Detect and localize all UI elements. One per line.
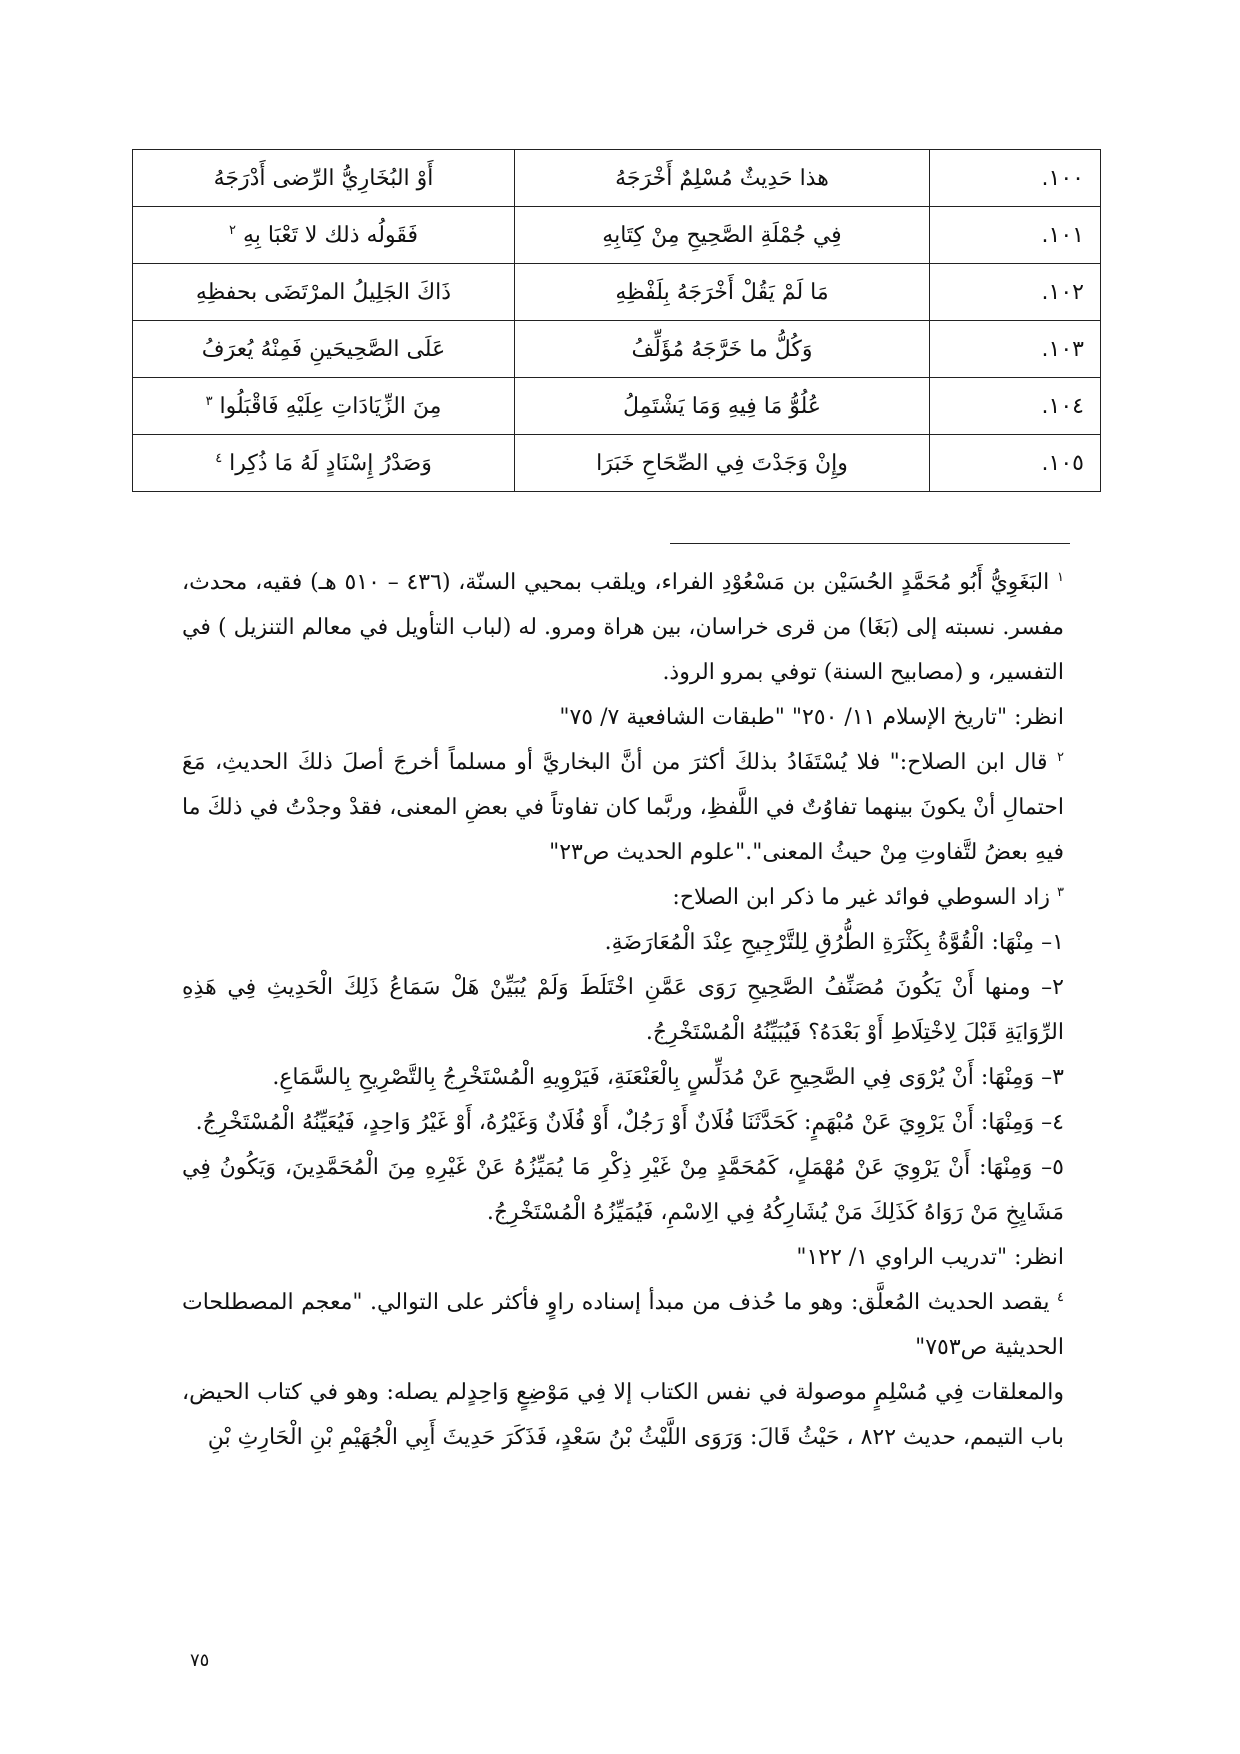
verse-second-hemistich: ذَاكَ الجَلِيلُ المرْتَضَى بحفظِهِ <box>195 279 452 305</box>
verse-second-hemistich: مِنَ الزِّيَادَاتِ عِلَيْهِ فَاقْبَلُوا <box>219 393 442 419</box>
footnote-separator <box>670 543 1070 544</box>
footnote-text: ٢– ومنها أَنْ يَكُونَ مُصَنِّفُ الصَّحِيحِ رَوَى عَمَّنِ اخْتَلَطَ وَلَمْ يُبَيِّنْ هَلْ سَمَاعُ ذَلِكَ الْحَدِيثِ فِي هَذِهِ الرِّوَايَةِ قَبْلَ لِاخْتِلَاطِ أَوْ بَعْدَهُ؟ فَيُبَيِّنُهُ الْمُسْتَخْرِجُ. <box>182 975 1064 1045</box>
verse-second-hemistich-cell <box>133 150 515 207</box>
footnote-marker: ٤ <box>215 450 223 466</box>
footnote-paragraph <box>182 875 1064 920</box>
verse-second-hemistich: أَوْ البُخَارِيُّ الرِّضى أَدْرَجَهُ <box>213 165 434 191</box>
verse-first-hemistich: وَكُلُّ ما خَرَّجَهُ مُؤَلِّفُ <box>515 321 930 378</box>
footnote-paragraph <box>182 920 1064 965</box>
footnote-text: انظر: "تدريب الراوي ١/ ١٢٢" <box>796 1245 1064 1270</box>
footnote-text: ٥– وَمِنْهَا: أَنْ يَرْوِيَ عَنْ مُهْمَلٍ، كَمُحَمَّدٍ مِنْ غَيْرِ ذِكْرِ مَا يُمَيِّزُهُ عَنْ غَيْرِهِ مِنَ الْمُحَمَّدِينَ، وَيَكُونُ فِي مَشَايِخِ مَنْ رَوَاهُ كَذَلِكَ مَنْ يُشَارِكُهُ فِي الِاسْمِ، فَيُمَيِّزُهُ الْمُسْتَخْرِجُ. <box>182 1155 1064 1225</box>
footnote-paragraph <box>182 1370 1064 1460</box>
footnote-number: ٢ <box>1057 750 1064 765</box>
verse-first-hemistich: عُلُوُّ مَا فِيهِ وَمَا يَشْتَمِلُ <box>515 378 930 435</box>
verse-second-hemistich-cell <box>133 321 515 378</box>
verse-row <box>133 207 1101 264</box>
verse-second-hemistich-cell <box>133 207 515 264</box>
footnote-paragraph <box>182 1055 1064 1100</box>
verse-number: ١٠٥. <box>930 435 1101 492</box>
verse-first-hemistich: هذا حَدِيثٌ مُسْلِمٌ أَخْرَجَهُ <box>515 150 930 207</box>
verse-second-hemistich: فَقَولُه ذلك لا تَعْبَا بِهِ <box>242 222 419 248</box>
verse-first-hemistich: فِي جُمْلَةِ الصَّحِيحِ مِنْ كِتَابِهِ <box>515 207 930 264</box>
footnote-number: ٤ <box>1057 1290 1064 1305</box>
page-number: ٧٥ <box>190 1650 210 1671</box>
footnote-paragraph <box>182 1280 1064 1370</box>
verse-row <box>133 378 1101 435</box>
verse-first-hemistich: مَا لَمْ يَقُلْ أَخْرَجَهُ بِلَفْظِهِ <box>515 264 930 321</box>
footnote-marker: ٢ <box>228 222 236 238</box>
verse-second-hemistich: وَصَدْرُ إِسْنَادٍ لَهُ مَا ذُكِرا <box>229 450 432 476</box>
footnote-text: انظر: "تاريخ الإسلام ١١/ ٢٥٠" "طبقات الشافعية ٧/ ٧٥" <box>559 705 1064 730</box>
footnote-paragraph <box>182 1100 1064 1145</box>
verse-row <box>133 150 1101 207</box>
footnote-text: زاد السوطي فوائد غير ما ذكر ابن الصلاح: <box>672 885 1051 910</box>
verse-number: ١٠٠. <box>930 150 1101 207</box>
footnotes <box>182 560 1064 1460</box>
verse-number: ١٠٢. <box>930 264 1101 321</box>
footnote-number: ١ <box>1057 570 1064 585</box>
footnote-text: ١– مِنْهَا: الْقُوَّةُ بِكَثْرَةِ الطُّرُقِ لِلتَّرْجِيحِ عِنْدَ الْمُعَارَضَةِ. <box>604 930 1064 955</box>
verse-number: ١٠٤. <box>930 378 1101 435</box>
verse-row <box>133 321 1101 378</box>
footnote-text: قال ابن الصلاح:" فلا يُسْتَفَادُ بذلكَ أكثرَ من أنَّ البخاريَّ أو مسلماً أخرجَ أصلَ ذلكَ الحديثِ، مَعَ احتمالِ أنْ يكونَ بينهما تفاوُتٌ في اللَّفظِ، وربَّما كان تفاوتاً في بعضِ المعنى، فقدْ وجدْتُ في ذلكَ ما فيهِ بعضُ لتَّفاوتِ مِنْ حيثُ المعنى"."علوم الحديث ص٢٣" <box>182 750 1064 865</box>
footnote-paragraph <box>182 695 1064 740</box>
verse-number: ١٠١. <box>930 207 1101 264</box>
verse-second-hemistich: عَلَى الصَّحِيحَينِ فَمِنْهُ يُعرَفُ <box>201 336 446 362</box>
verse-first-hemistich: وإِنْ وَجَدْتَ فِي الصِّحَاحِ خَبَرَا <box>515 435 930 492</box>
footnote-paragraph <box>182 560 1064 695</box>
poem-verses-table <box>132 149 1101 492</box>
footnote-number: ٣ <box>1057 885 1064 900</box>
footnote-text: ٤– وَمِنْهَا: أَنْ يَرْوِيَ عَنْ مُبْهَمٍ: كَحَدَّثَنَا فُلَانٌ أَوْ رَجُلٌ، أَوْ فُلَانٌ وَغَيْرُهُ، أَوْ غَيْرُ وَاحِدٍ، فَيُعَيِّنُهُ الْمُسْتَخْرِجُ. <box>195 1110 1064 1135</box>
verse-row <box>133 435 1101 492</box>
verse-second-hemistich-cell <box>133 378 515 435</box>
footnote-paragraph <box>182 740 1064 875</box>
footnote-text: ٣– وَمِنْهَا: أَنْ يُرْوَى فِي الصَّحِيحِ عَنْ مُدَلِّسٍ بِالْعَنْعَنَةِ، فَيَرْوِيهِ الْمُسْتَخْرِجُ بِالتَّصْرِيحِ بِالسَّمَاعِ. <box>272 1065 1064 1090</box>
verse-number: ١٠٣. <box>930 321 1101 378</box>
footnote-text: يقصد الحديث المُعلَّق: وهو ما حُذف من مبدأ إسناده راوٍ فأكثر على التوالي. "معجم المصطلحات الحديثية ص٧٥٣" <box>182 1290 1064 1360</box>
footnote-text: والمعلقات فِي مُسْلِمٍ موصولة في نفس الكتاب إلا فِي مَوْضِعٍ وَاحِدٍلم يصله: وهو في كتاب الحيض، باب التيمم، حديث ٨٢٢ ، حَيْثُ قَالَ: وَرَوَى اللَّيْثُ بْنُ سَعْدٍ، فَذَكَرَ حَدِيثَ أَبِي الْجُهَيْمِ بْنِ الْحَارِثِ بْنِ <box>182 1380 1064 1450</box>
footnote-paragraph <box>182 1235 1064 1280</box>
footnote-marker: ٣ <box>205 393 213 409</box>
footnote-paragraph <box>182 965 1064 1055</box>
footnote-paragraph <box>182 1145 1064 1235</box>
verse-row <box>133 264 1101 321</box>
verse-second-hemistich-cell <box>133 435 515 492</box>
verse-second-hemistich-cell <box>133 264 515 321</box>
footnote-text: البَغَوِيُّ أَبُو مُحَمَّدٍ الحُسَيْن بن مَسْعُوْدِ الفراء، ويلقب بمحيي السنّة، (٤٣٦ – ٥١٠ هـ) فقيه، محدث، مفسر. نسبته إلى (بَغَا) من قرى خراسان، بين هراة ومرو. له (لباب التأويل في معالم التنزيل ) في التفسير، و (مصابيح السنة) توفي بمرو الروذ. <box>182 570 1064 685</box>
